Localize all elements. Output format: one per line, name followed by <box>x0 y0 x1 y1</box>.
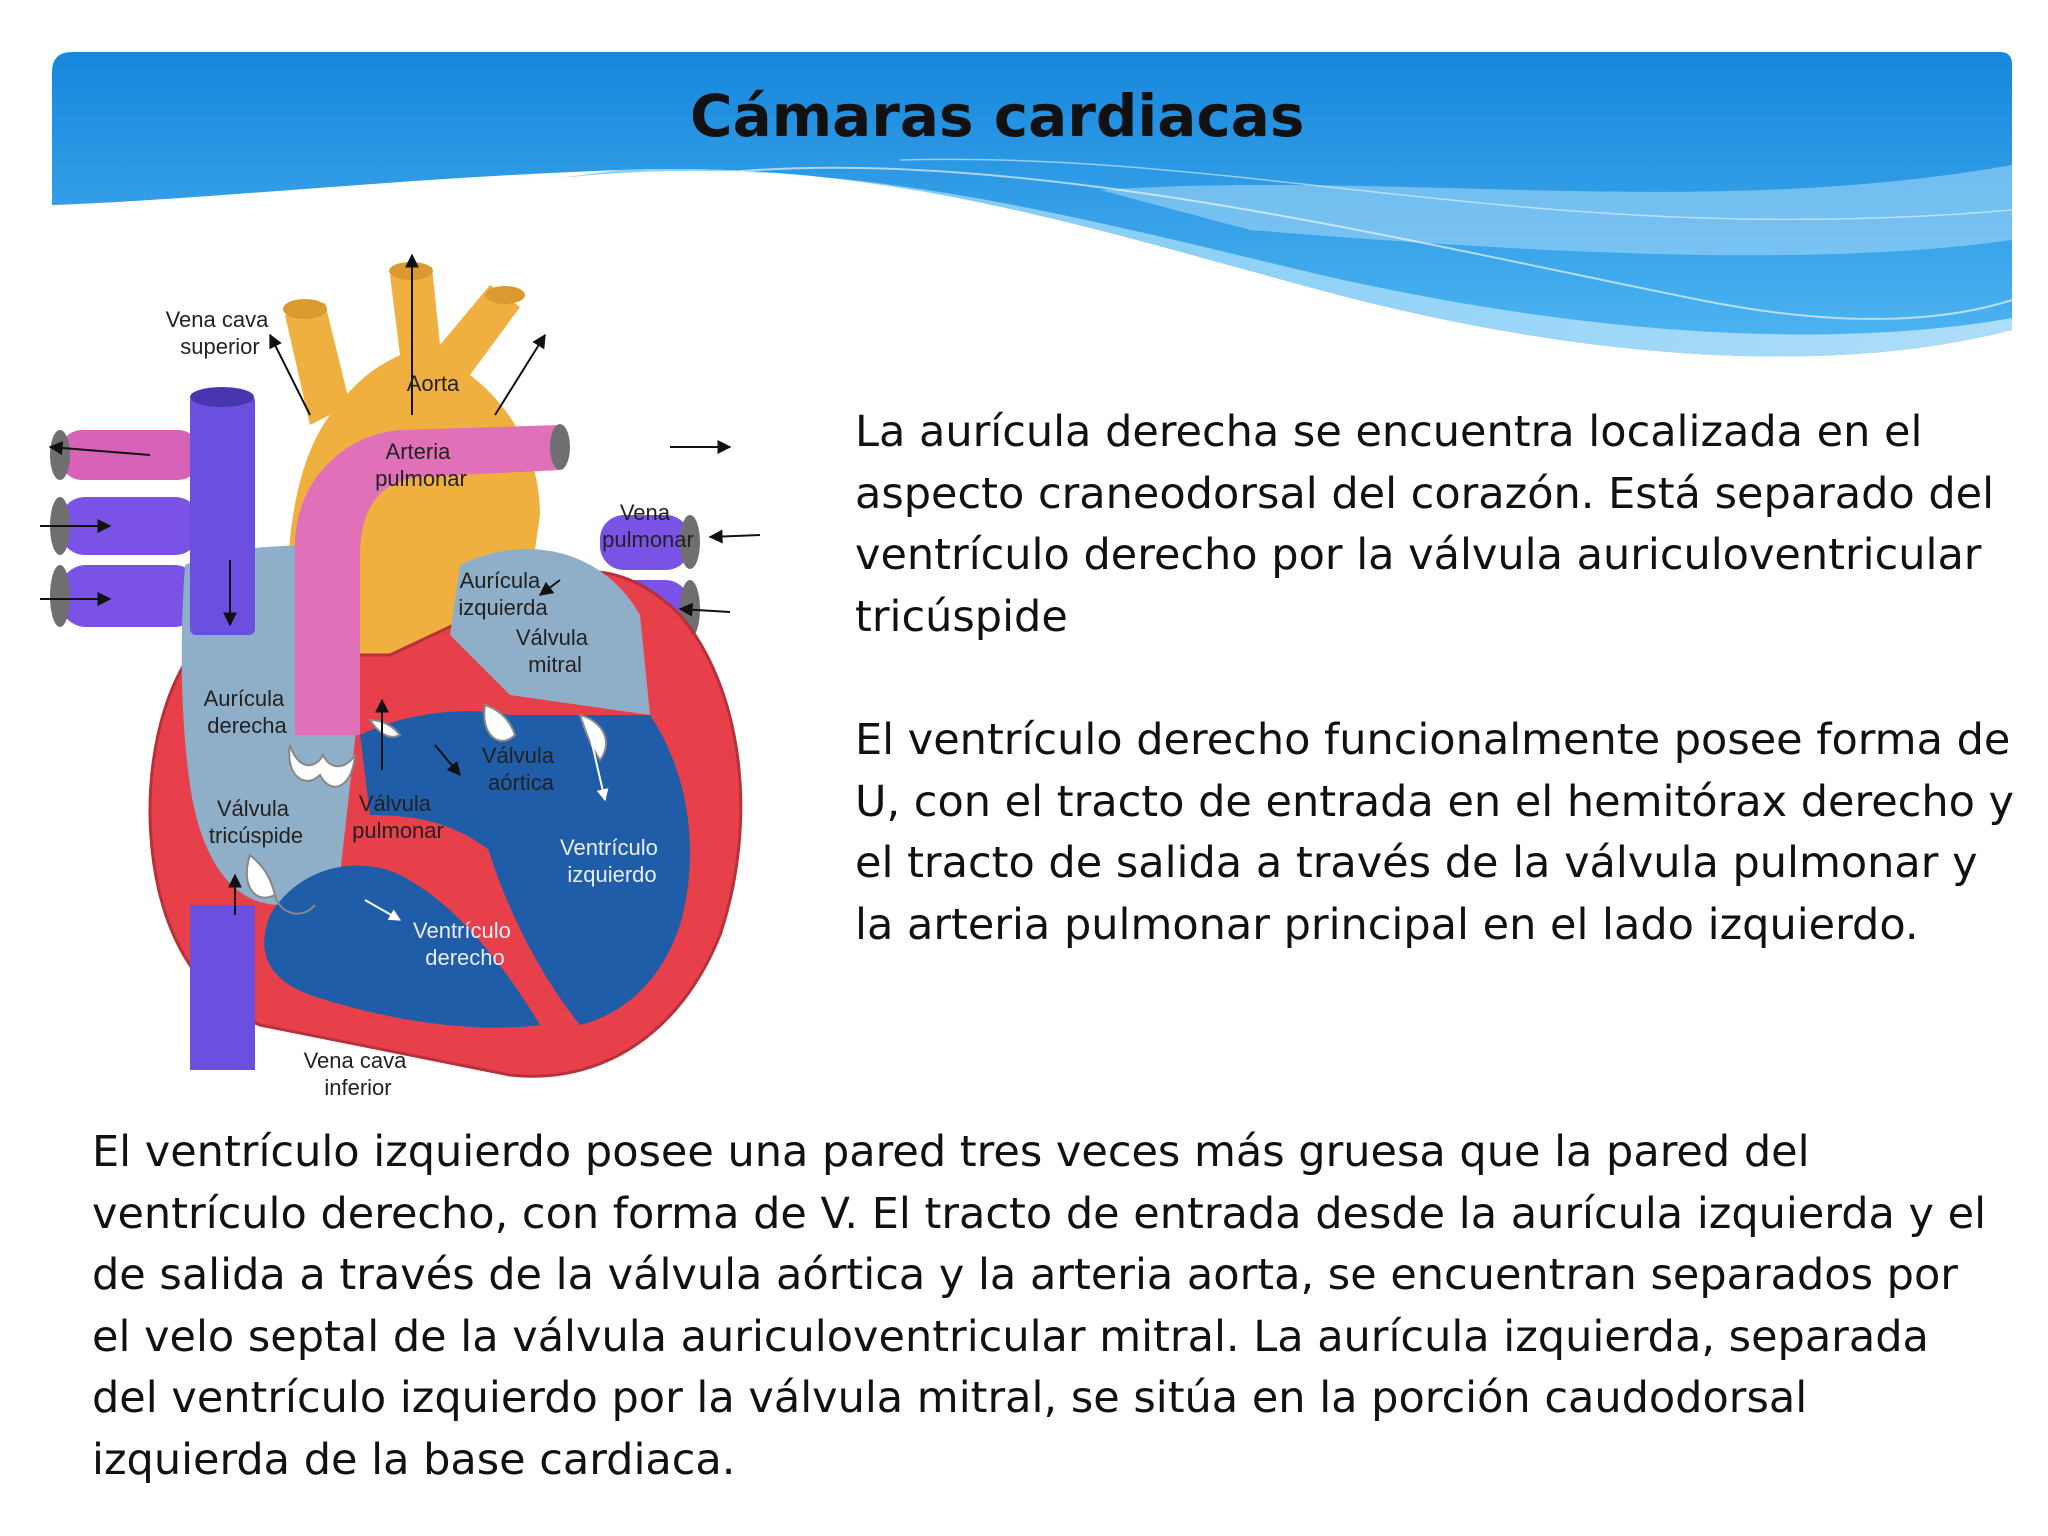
label-vena-cava-inferior: Vena cava inferior <box>303 1048 407 1100</box>
label-auricula-derecha: Aurícula derecha <box>203 686 287 738</box>
slide-title: Cámaras cardiacas <box>690 82 1305 150</box>
label-ventriculo-derecho: Ventrículo derecho <box>413 918 511 970</box>
inferior-vena-cava <box>190 905 255 1070</box>
label-vena-cava-superior: Vena cava superior <box>165 307 269 359</box>
label-auricula-izquierda: Aurícula izquierda <box>458 568 548 620</box>
label-arteria-pulmonar: Arteria pulmonar <box>375 439 467 491</box>
left-vessels <box>50 430 200 627</box>
heart-anatomy-diagram <box>40 215 780 1115</box>
superior-vena-cava <box>190 395 255 635</box>
label-aorta: Aorta <box>406 371 460 396</box>
paragraph-auricula-derecha: La aurícula derecha se encuentra localizada en el aspecto craneodorsal del corazón. Está separado del ventrículo derecho por la válvula auriculoventricular tricúspide <box>855 407 1995 642</box>
label-valvula-aortica: Válvula aórtica <box>481 743 555 795</box>
paragraph-ventriculo-izquierdo: El ventrículo izquierdo posee una pared tres veces más gruesa que la pared del ventrículo derecho, con forma de V. El tracto de entrada desde la aurícula izquierda y el de salida a través de la válvula aórtica y la arteria aorta, se encuentran separados por el velo septal de la válvula auriculoventricular mitral. La aurícula izquierda, separada del ventrículo izquierdo por la válvula mitral, se sitúa en la porción caudodorsal izquierda de la base cardiaca. <box>92 1127 1987 1485</box>
label-valvula-pulmonar: Válvula pulmonar <box>352 791 444 843</box>
label-valvula-tricuspide: Válvula tricúspide <box>208 796 304 848</box>
label-vena-pulmonar: Vena pulmonar <box>602 500 694 552</box>
label-ventriculo-izquierdo: Ventrículo izquierdo <box>560 835 658 887</box>
label-valvula-mitral: Válvula mitral <box>515 625 589 677</box>
paragraph-ventriculo-derecho: El ventrículo derecho funcionalmente posee forma de U, con el tracto de entrada en el hemitórax derecho y el tracto de salida a través de la válvula pulmonar y la arteria pulmonar principal en el lado izquierdo. <box>855 715 2015 950</box>
